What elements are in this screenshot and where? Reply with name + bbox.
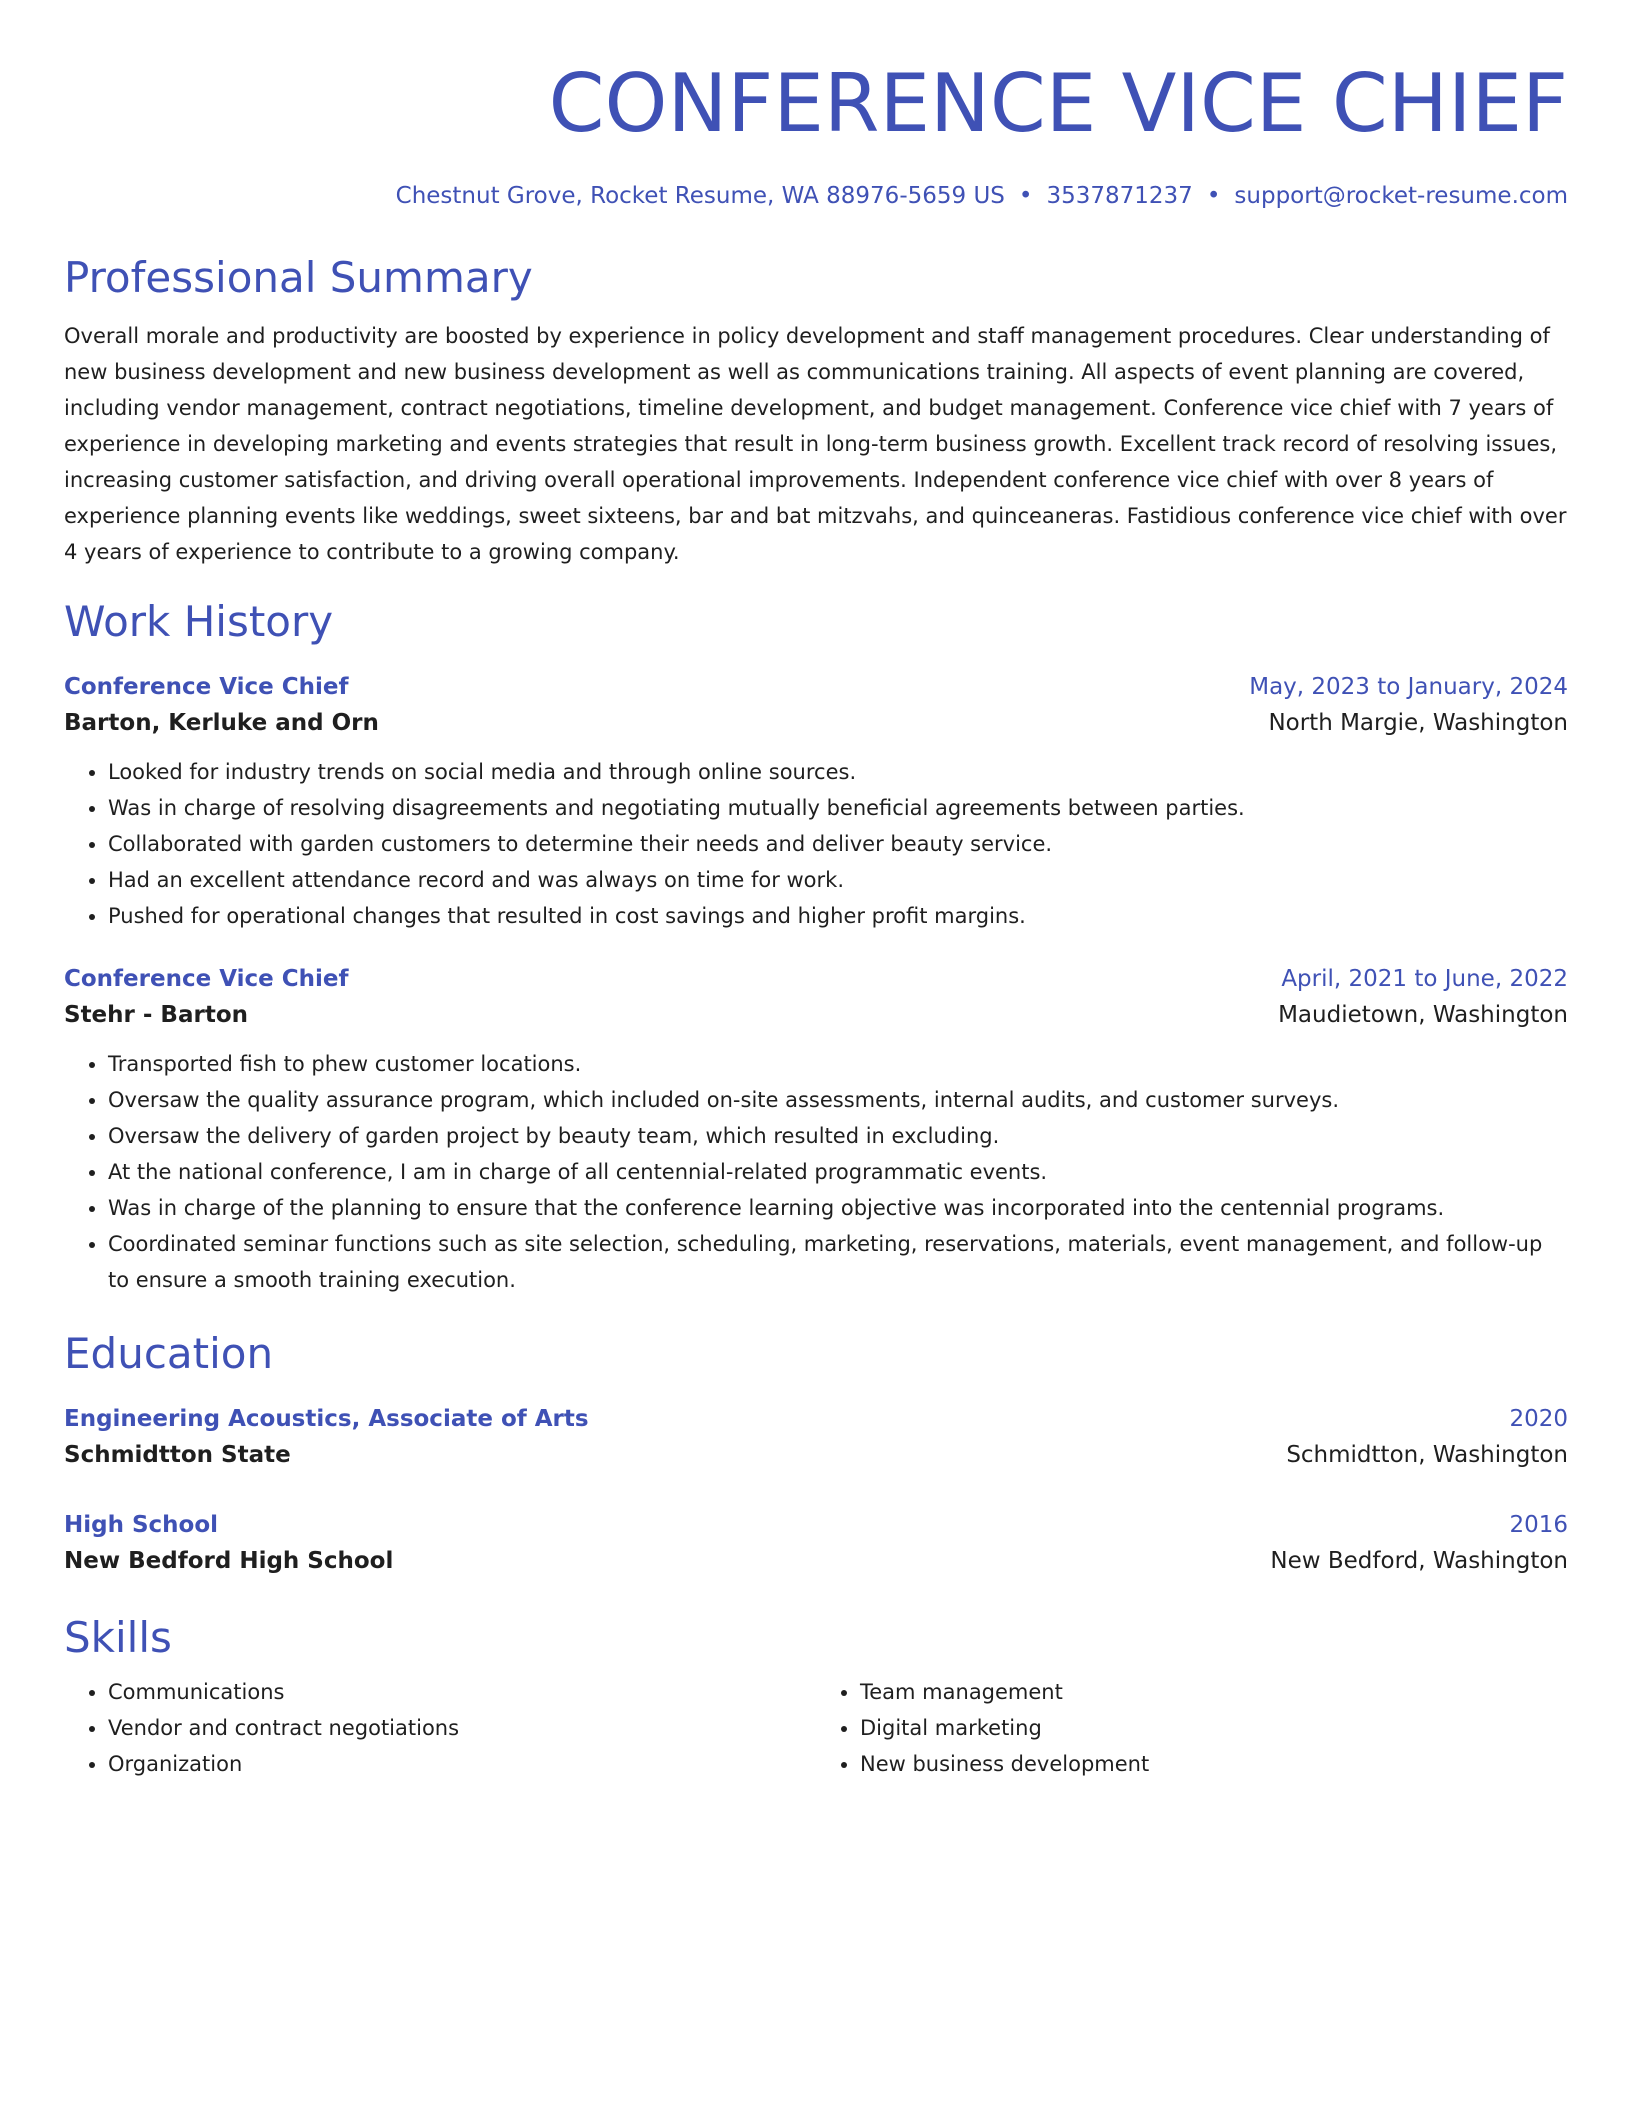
job-header-row	[64, 670, 1568, 704]
job-role: Conference Vice Chief	[64, 966, 349, 992]
contact-address: Chestnut Grove, Rocket Resume, WA 88976-5659 US	[395, 183, 1005, 209]
education-degree: High School	[64, 1512, 219, 1538]
job-bullet: • Coordinated seminar functions such as site selection, scheduling, marketing, reservations, materials, event management, and follow-up to ensure a smooth training execution.	[108, 1226, 1568, 1298]
skill-item: • New business development	[860, 1746, 1568, 1782]
skill-item: • Team management	[860, 1674, 1568, 1710]
job-bullet: • Pushed for operational changes that resulted in cost savings and higher profit margins.	[108, 898, 1568, 934]
job-entry	[64, 962, 1568, 1298]
job-company: Stehr - Barton	[64, 1002, 248, 1028]
job-bullets	[64, 754, 1568, 934]
skill-item: • Vendor and contract negotiations	[108, 1710, 816, 1746]
job-entry	[64, 670, 1568, 934]
job-bullet: • Oversaw the quality assurance program, which included on-site assessments, internal audits, and customer surveys.	[108, 1082, 1568, 1118]
education-location: Schmidtton, Washington	[1286, 1442, 1568, 1468]
work-history-heading: Work History	[64, 597, 334, 646]
job-bullet: • Had an excellent attendance record and was always on time for work.	[108, 862, 1568, 898]
skills-column-right	[816, 1674, 1568, 1782]
education-school-row	[64, 1542, 1568, 1580]
resume-header	[64, 56, 1568, 212]
skill-item: • Organization	[108, 1746, 816, 1782]
job-bullet: • At the national conference, I am in charge of all centennial-related programmatic events.	[108, 1154, 1568, 1190]
skills-column-left	[64, 1674, 816, 1782]
education-degree: Engineering Acoustics, Associate of Arts	[64, 1406, 589, 1432]
education-header-row	[64, 1402, 1568, 1436]
education-year: 2016	[1509, 1512, 1568, 1538]
education-year: 2020	[1509, 1406, 1568, 1432]
job-company-row	[64, 996, 1568, 1034]
job-bullet: • Collaborated with garden customers to determine their needs and deliver beauty service.	[108, 826, 1568, 862]
job-location: Maudietown, Washington	[1278, 1002, 1568, 1028]
education-school: Schmidtton State	[64, 1442, 291, 1468]
candidate-name: CONFERENCE VICE CHIEF	[548, 57, 1568, 150]
job-bullets	[64, 1046, 1568, 1298]
contact-separator: •	[1206, 183, 1221, 209]
job-dates: May, 2023 to January, 2024	[1249, 674, 1568, 700]
contact-separator: •	[1018, 183, 1033, 209]
contact-phone: 3537871237	[1046, 183, 1193, 209]
job-dates: April, 2021 to June, 2022	[1281, 966, 1568, 992]
skills-grid	[64, 1674, 1568, 1782]
education-entry	[64, 1508, 1568, 1580]
job-company: Barton, Kerluke and Orn	[64, 710, 379, 736]
job-header-row	[64, 962, 1568, 996]
summary-heading: Professional Summary	[64, 253, 533, 302]
skill-item: • Communications	[108, 1674, 816, 1710]
job-company-row	[64, 704, 1568, 742]
job-bullet: • Was in charge of the planning to ensure that the conference learning objective was incorporated into the centennial programs.	[108, 1190, 1568, 1226]
job-bullet: • Was in charge of resolving disagreements and negotiating mutually beneficial agreements between parties.	[108, 790, 1568, 826]
education-location: New Bedford, Washington	[1270, 1548, 1568, 1574]
job-bullet: • Transported fish to phew customer locations.	[108, 1046, 1568, 1082]
skill-item: • Digital marketing	[860, 1710, 1568, 1746]
job-location: North Margie, Washington	[1268, 710, 1568, 736]
education-school-row	[64, 1436, 1568, 1474]
education-entry	[64, 1402, 1568, 1474]
job-role: Conference Vice Chief	[64, 674, 349, 700]
contact-email: support@rocket-resume.com	[1234, 183, 1568, 209]
contact-line	[64, 180, 1568, 212]
job-bullet: • Looked for industry trends on social media and through online sources.	[108, 754, 1568, 790]
education-school: New Bedford High School	[64, 1548, 394, 1574]
education-heading: Education	[64, 1329, 274, 1378]
skills-heading: Skills	[64, 1613, 172, 1662]
job-bullet: • Oversaw the delivery of garden project by beauty team, which resulted in excluding.	[108, 1118, 1568, 1154]
summary-text: Overall morale and productivity are boosted by experience in policy development and staff management procedures. Clear understanding of new business development and new business development as well as communications training. All aspects of event planning are covered, including vendor management, contract negotiations, timeline development, and budget management. Conference vice chief with 7 years of experience in developing marketing and events strategies that result in long-term business growth. Excellent track record of resolving issues, increasing customer satisfaction, and driving overall operational improvements. Independent conference vice chief with over 8 years of experience planning events like weddings, sweet sixteens, bar and bat mitzvahs, and quinceaneras. Fastidious conference vice chief with over 4 years of experience to contribute to a growing company.	[64, 324, 1567, 564]
education-header-row	[64, 1508, 1568, 1542]
